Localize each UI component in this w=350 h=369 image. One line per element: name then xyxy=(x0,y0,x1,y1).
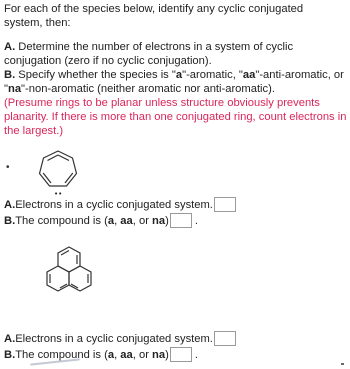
question-2-part-a xyxy=(4,332,236,346)
question-1-part-b xyxy=(4,214,198,228)
part-b-text: The compound is ( xyxy=(15,349,108,361)
instruction-b-text: "-non-aromatic (neither aromatic nor anti-aromatic). xyxy=(21,83,275,95)
option-a: a xyxy=(107,215,115,227)
part-a-text: Electrons in a cyclic conjugated system. xyxy=(15,199,213,211)
option-aa: aa xyxy=(120,215,133,227)
tricyclic-ring-system xyxy=(47,247,91,291)
separator: , or xyxy=(132,215,153,227)
part-b-text: ) xyxy=(165,215,169,227)
separator: , xyxy=(114,349,121,361)
code-a: a xyxy=(175,69,183,81)
lone-pair-dots: •• xyxy=(54,190,63,198)
instruction-b-text: "-aromatic, " xyxy=(182,69,243,81)
instruction-a-text: Determine the number of electrons in a system of cyclic conjugation (zero if no cyclic conjugation). xyxy=(4,41,294,67)
question-2-part-b xyxy=(4,348,198,362)
part-b-text: ) xyxy=(165,349,169,361)
instruction-b-text: "-anti-aromatic, or " xyxy=(4,69,344,95)
question-1-part-a xyxy=(4,198,236,212)
option-na: na xyxy=(152,215,166,227)
option-a: a xyxy=(107,349,115,361)
part-a-label: A. xyxy=(4,333,16,345)
trailing-period: . xyxy=(194,349,198,361)
separator: , or xyxy=(132,349,153,361)
instruction-b-label: B. xyxy=(4,69,16,81)
separator: , xyxy=(114,215,121,227)
code-aa: aa xyxy=(242,69,256,81)
molecule-1-structure xyxy=(26,148,90,202)
instruction-a-label: A. xyxy=(4,41,16,53)
option-aa: aa xyxy=(120,349,133,361)
part-b-text: The compound is ( xyxy=(15,215,108,227)
trailing-period: . xyxy=(194,215,198,227)
aromaticity-input-2[interactable] xyxy=(170,347,192,362)
code-na: na xyxy=(7,83,22,95)
double-bonds xyxy=(43,155,73,183)
list-bullet: • xyxy=(6,162,10,173)
electron-count-input-1[interactable] xyxy=(214,197,236,212)
part-a-text: Electrons in a cyclic conjugated system. xyxy=(15,333,213,345)
intro-text: For each of the species below, identify any cyclic conjugated system, then: xyxy=(4,3,304,29)
part-b-label: B. xyxy=(4,349,16,361)
part-b-label: B. xyxy=(4,215,16,227)
heptagon-ring xyxy=(40,151,77,186)
planarity-note: (Presume rings to be planar unless structure obviously prevents planarity. If there is more than one conjugated ring, count electrons in the largest.) xyxy=(4,97,347,137)
aromaticity-input-1[interactable] xyxy=(170,213,192,228)
electron-count-input-2[interactable] xyxy=(214,331,236,346)
decorative-dot xyxy=(341,363,344,365)
instructions xyxy=(4,40,348,138)
molecule-2-structure xyxy=(36,244,102,308)
option-na: na xyxy=(152,349,166,361)
instruction-b-text: Specify whether the species is " xyxy=(15,69,176,81)
part-a-label: A. xyxy=(4,199,16,211)
